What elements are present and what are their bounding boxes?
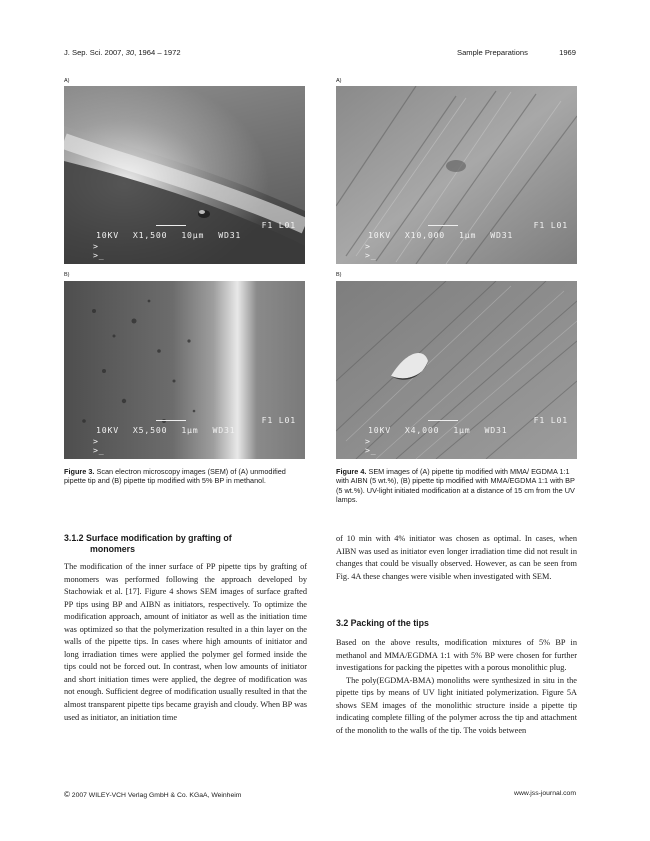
sem-info-overlay: F1 L01 10KV X4,000 1µm WD31 > >_	[365, 415, 568, 455]
fig4-panel-b-sem-image	[336, 281, 577, 459]
fig3-panel-a-sem-image	[64, 86, 305, 264]
right-column-text-top	[336, 533, 577, 583]
figure3-caption: Figure 3. Scan electron microscopy images (SEM) of (A) unmodified pipette tip and (B) pipette tip modified with 5% BP in methanol.	[64, 467, 286, 486]
fig4-panel-a-label: A)	[336, 78, 342, 84]
section-312-heading: 3.1.2 Surface modification by grafting of monomers	[64, 533, 232, 554]
scale-bar	[428, 225, 458, 226]
section-312-paragraph: The modification of the inner surface of PP pipette tips by grafting of monomers was performed following the approach developed by Stachowiak et al. [17]. Figure 4 shows SEM images of surface grafted PP tips using BP and AIBN as initiators, respectively. To optimize the modification approach, amount of initiator as well as the initiation time was optimized so that the polymerization resulted in a thin layer on the walls of the pipette tips. In cases where high amounts of initiator and long irradiation times were applied the polymer gel formed inside the tips could not be forced out. In contrast, when low amounts of initiator and short initiation times were applied, the degree of modification was not enough. Sufficient degree of modification usually resulted in that the almost transparent pipette tips became grayish and cloudy. When BP was used as initiator, an initiation time	[64, 562, 307, 722]
sem-info-overlay: F1 L01 10KV X5,500 1µm WD31 > >_	[93, 415, 296, 455]
left-column-text	[64, 561, 307, 724]
fig3-panel-b-sem-image	[64, 281, 305, 459]
fig4-panel-a-sem-image	[336, 86, 577, 264]
section-32-paragraph-2: The poly(EGDMA-BMA) monoliths were synthesized in situ in the pipette tips by means of UV light initiated polymerization. Figure 5A shows SEM images of the monolithic structure inside a pipette tip indicating complete filling of the polymer across the tip and attachment of the monolith to the walls of the tip. The voids between	[336, 675, 577, 735]
fig3-panel-b-label: B)	[64, 272, 70, 278]
section-312-paragraph-continued: of 10 min with 4% initiator was chosen as optimal. In cases, when AIBN was used as initiator even longer irradiation time did not result in changes that could be visually observed. However, as can be seen from Fig. 4A these changes were visible when investigated with SEM.	[336, 534, 577, 581]
sem-info-overlay: F1 L01 10KV X1,500 10µm WD31 > >_	[93, 220, 296, 260]
page-header	[64, 48, 576, 60]
copyright: © 2007 WILEY-VCH Verlag GmbH & Co. KGaA, Weinheim	[64, 790, 242, 799]
section-32-heading: 3.2 Packing of the tips	[336, 618, 429, 628]
section-title: Sample Preparations	[457, 48, 528, 57]
sem-info-overlay: F1 L01 10KV X10,000 1µm WD31 > >_	[365, 220, 568, 260]
scale-bar	[428, 420, 458, 421]
fig4-panel-b-label: B)	[336, 272, 342, 278]
journal-citation: J. Sep. Sci. 2007, 30, 1964 – 1972	[64, 48, 181, 57]
section-32-paragraph-1: Based on the above results, modification mixtures of 5% BP in methanol and MMA/EGDMA 1:1 with 5% BP were chosen for further investigations for packing the pipettes with a porous monolithic plug.	[336, 638, 577, 673]
journal-url[interactable]: www.jss-journal.com	[514, 790, 576, 797]
scale-bar	[156, 420, 186, 421]
figure4-caption: Figure 4. SEM images of (A) pipette tip modified with MMA/ EGDMA 1:1 with AIBN (5 wt.%), (B) pipette tip modified with MMA/EGDMA 1:1 with BP (5 wt.%). UV-light initiated modification at a distance of 15 cm from the UV lamps.	[336, 467, 575, 504]
right-column-text-bottom	[336, 637, 577, 737]
volume-number: 30	[125, 48, 135, 57]
page-number: 1969	[559, 48, 576, 57]
scale-bar	[156, 225, 186, 226]
fig3-panel-a-label: A)	[64, 78, 70, 84]
